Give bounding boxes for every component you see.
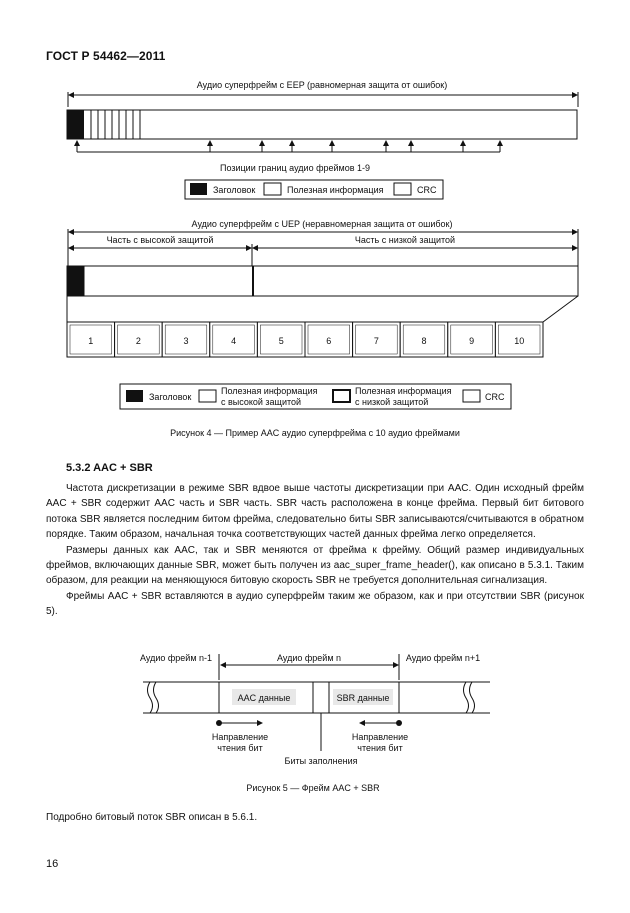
legend2-high-swatch	[199, 390, 216, 402]
uep-high-label: Часть с высокой защитой	[106, 235, 214, 245]
uep-superframe	[67, 266, 578, 296]
body-text	[46, 481, 584, 620]
page-number: 16	[46, 858, 59, 870]
uep-title: Аудио суперфрейм с UEP (неравномерная защита от ошибок)	[191, 219, 453, 229]
uep-low-label: Часть с низкой защитой	[354, 235, 456, 245]
figure4-caption: Рисунок 4 — Пример AAC аудио суперфрейма с 10 аудио фреймами	[170, 428, 460, 438]
uep-frames	[67, 322, 543, 357]
paragraph-2: Размеры данных как AAC, так и SBR меняются от фрейма к фрейму. Общий размер индивидуальных фреймов, включающих данные SBR, может быть получен из aac_super_frame_header(), как описано в 5.3.1. Таким образом, для реакции на меняющуюся битовую скорость SBR не требуется дополнительная сигнализация.	[46, 544, 584, 587]
frame-number: 3	[183, 336, 189, 346]
frame-number: 9	[469, 336, 475, 346]
legend-header-label: Заголовок	[213, 185, 256, 195]
frame-number: 5	[278, 336, 284, 346]
dir-left-2: чтения бит	[217, 743, 263, 753]
uep-header-block	[67, 266, 84, 296]
legend-payload-label: Полезная информация	[287, 185, 384, 195]
frame-number: 1	[88, 336, 94, 346]
legend2-crc-label: CRC	[485, 392, 505, 402]
eep-superframe	[67, 110, 577, 139]
legend2-low-label-1: Полезная информация	[355, 386, 452, 396]
current-frame-label: Аудио фрейм n	[276, 653, 342, 663]
document-code: ГОСТ Р 54462—2011	[46, 49, 166, 63]
eep-header-block	[67, 110, 84, 139]
aac-data-label: AAC данные	[237, 693, 291, 703]
legend-crc-label: CRC	[417, 185, 437, 195]
legend2-high-label-1: Полезная информация	[221, 386, 318, 396]
sbr-data-label: SBR данные	[336, 693, 390, 703]
frame-number: 7	[373, 336, 379, 346]
legend2-low-label-2: с низкой защитой	[355, 397, 429, 407]
paragraph-3: Фреймы AAC + SBR вставляются в аудио суперфрейм таким же образом, как и при отсутствии SBR (рисунок 5).	[46, 590, 584, 618]
figure5-caption: Рисунок 5 — Фрейм AAC + SBR	[246, 783, 380, 793]
frame-number: 4	[231, 336, 237, 346]
prev-frame-label: Аудио фрейм n-1	[139, 653, 213, 663]
legend2-high-label-2: с высокой защитой	[221, 397, 302, 407]
figure-4	[0, 0, 630, 445]
legend2-header-swatch	[126, 390, 143, 402]
frame-number: 10	[514, 336, 525, 346]
legend-header-swatch	[190, 183, 207, 195]
frame-number: 2	[135, 336, 141, 346]
fill-bits-label: Биты заполнения	[284, 756, 358, 766]
section-title: 5.3.2 AAC + SBR	[66, 462, 153, 474]
dir-right-2: чтения бит	[357, 743, 403, 753]
frame-number: 6	[326, 336, 332, 346]
eep-positions-label: Позиции границ аудио фреймов 1-9	[220, 163, 370, 173]
dir-left-1: Направление	[211, 732, 269, 742]
legend2-crc-swatch	[463, 390, 480, 402]
legend2-header-label: Заголовок	[149, 392, 192, 402]
next-frame-label: Аудио фрейм n+1	[405, 653, 481, 663]
legend2-low-swatch	[333, 390, 350, 402]
dir-right-1: Направление	[351, 732, 409, 742]
frame-number: 8	[421, 336, 427, 346]
figure-5	[0, 640, 630, 800]
legend-payload-swatch	[264, 183, 281, 195]
footer-text: Подробно битовый поток SBR описан в 5.6.1.	[46, 812, 258, 823]
eep-title: Аудио суперфрейм с EEP (равномерная защита от ошибок)	[196, 80, 448, 90]
legend-crc-swatch	[394, 183, 411, 195]
paragraph-1: Частота дискретизации в режиме SBR вдвое выше частоты дискретизации при AAC. Один исходный фрейм AAC + SBR содержит AAC часть и SBR часть. SBR часть расположена в конце фрейма. Первый бит битового потока SBR является последним битом фрейма, следовательно биты SBR записываются/считываются в обратном порядке. Таким образом, начальная точка соответствующих частей данных фрейма легко определяется.	[46, 483, 584, 541]
